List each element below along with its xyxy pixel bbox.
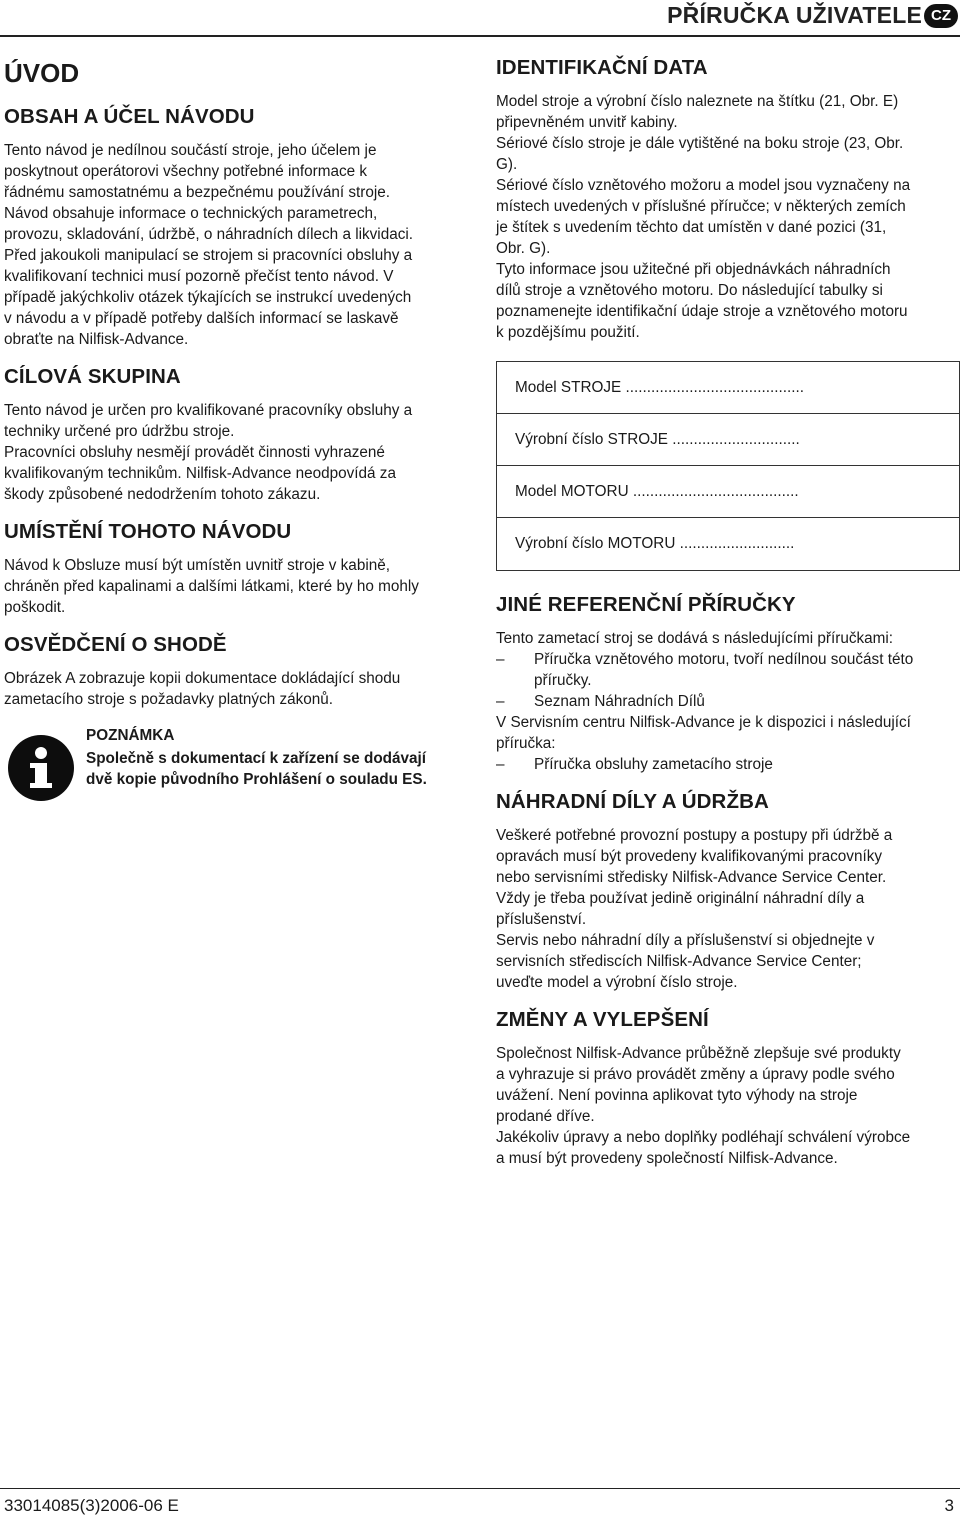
text-line: uveďte model a výrobní číslo stroje. xyxy=(496,974,738,991)
text-line: Obrázek A zobrazuje kopii dokumentace dokládající shodu xyxy=(4,670,401,687)
section-text xyxy=(496,1043,956,1169)
text-line: poskytnout operátorovi všechny potřebné informace k xyxy=(4,163,368,180)
text-line: Model stroje a výrobní číslo naleznete na štítku (21, Obr. E) xyxy=(496,93,899,110)
header-divider xyxy=(0,35,960,37)
text-line: škody způsobené nedodržením tohoto zákazu. xyxy=(4,486,321,503)
text-line: případě jakýchkoliv otázek týkajících se instrukcí uvedených xyxy=(4,289,412,306)
text-line: Servis nebo náhradní díly a příslušenství si objednejte v xyxy=(496,932,875,949)
text-line: a musí být provedeny společností Nilfisk-Advance. xyxy=(496,1150,838,1167)
dash-bullet: – xyxy=(496,756,505,773)
document-number: 33014085(3)2006-06 E xyxy=(4,1496,179,1515)
dash-bullet: – xyxy=(496,693,505,710)
section-spares xyxy=(496,790,956,993)
section-heading: OSVĚDČENÍ O SHODĚ xyxy=(4,633,227,656)
section-text xyxy=(496,712,956,754)
table-row: Výrobní číslo STROJE .............................. xyxy=(497,414,959,466)
text-line: Návod k Obsluze musí být umístěn uvnitř stroje v kabině, xyxy=(4,557,390,574)
table-row: Model STROJE .......................................... xyxy=(497,362,959,414)
section-target-group xyxy=(4,365,466,505)
manual-title: PŘÍRUČKA UŽIVATELE xyxy=(667,2,922,28)
left-column xyxy=(4,52,466,801)
text-line: techniky určené pro údržbu stroje. xyxy=(4,423,235,440)
dash-bullet: – xyxy=(496,651,505,668)
text-line: příručky. xyxy=(534,672,592,689)
text-line: k pozdějšímu použití. xyxy=(496,324,640,341)
list-item xyxy=(496,754,956,775)
section-other-manuals xyxy=(496,593,956,775)
text-line: opravách musí být provedeny kvalifikovanými pracovníky xyxy=(496,848,882,865)
text-line: Příručka vznětového motoru, tvoří nedílnou součást této xyxy=(534,651,914,668)
section-purpose xyxy=(4,105,466,350)
info-icon xyxy=(8,735,74,801)
list-item-text xyxy=(534,649,913,691)
list-item xyxy=(496,691,956,712)
text-line: Jakékoliv úpravy a nebo doplňky podléhají schválení výrobce xyxy=(496,1129,911,1146)
right-column xyxy=(496,52,956,1184)
text-line: je štítek s uvedením těchto dat umístěn v dané pozici (31, xyxy=(496,219,887,236)
text-line: provozu, skladování, údržbě, o náhradních dílech a likvidaci. xyxy=(4,226,414,243)
identification-table xyxy=(496,361,960,571)
text-line: servisních střediscích Nilfisk-Advance Service Center; xyxy=(496,953,862,970)
text-line: nebo servisními středisky Nilfisk-Advance Service Center. xyxy=(496,869,887,886)
text-line: poznamenejte identifikační údaje stroje a vznětového motoru xyxy=(496,303,908,320)
section-heading: UMÍSTĚNÍ TOHOTO NÁVODU xyxy=(4,520,292,543)
section-heading: JINÉ REFERENČNÍ PŘÍRUČKY xyxy=(496,593,796,616)
text-line: příslušenství. xyxy=(496,911,587,928)
section-conformity xyxy=(4,633,466,710)
section-text xyxy=(4,140,466,350)
text-line: Tento návod je nedílnou součástí stroje, jeho účelem je xyxy=(4,142,377,159)
text-line: chráněn před kapalinami a dalšími látkami, které by ho mohly xyxy=(4,578,419,595)
text-line: v návodu a v případě potřeby dalších informací se laskavě xyxy=(4,310,399,327)
note-content xyxy=(86,725,427,801)
text-line: Pracovníci obsluhy nesmějí provádět činnosti vyhrazené xyxy=(4,444,385,461)
chapter-title: ÚVOD xyxy=(4,58,80,88)
text-line: místech uvedených v příslušné příručce; v některých zemích xyxy=(496,198,906,215)
table-row: Výrobní číslo MOTORU ........................... xyxy=(515,535,795,552)
section-changes xyxy=(496,1008,956,1169)
section-heading: CÍLOVÁ SKUPINA xyxy=(4,365,181,388)
text-line: Sériové číslo stroje je dále vytištěné na boku stroje (23, Obr. xyxy=(496,135,904,152)
text-line: kvalifikovaní technici musí pozorně přečíst tento návod. V xyxy=(4,268,394,285)
section-heading: ZMĚNY A VYLEPŠENÍ xyxy=(496,1008,709,1031)
page-number: 3 xyxy=(944,1496,954,1515)
text-line: G). xyxy=(496,156,518,173)
section-intro: Tento zametací stroj se dodává s následujícími příručkami: xyxy=(496,630,894,647)
list-item-text: Příručka obsluhy zametacího stroje xyxy=(534,756,773,773)
section-text xyxy=(4,400,466,505)
list-item xyxy=(496,649,956,691)
text-line: Před jakoukoli manipulací se strojem si pracovníci obsluhy a xyxy=(4,247,413,264)
text-line: Tyto informace jsou užitečné při objednávkách náhradních xyxy=(496,261,891,278)
section-placement xyxy=(4,520,466,618)
text-line: zametacího stroje s požadavky platných zákonů. xyxy=(4,691,334,708)
text-line: kvalifikovaným technikům. Nilfisk-Advance neodpovídá za xyxy=(4,465,396,482)
section-text xyxy=(4,668,466,710)
text-line: připevněném unvitř kabiny. xyxy=(496,114,678,131)
text-line: Společně s dokumentací k zařízení se dodávají xyxy=(86,750,427,767)
table-row: Model MOTORU ....................................... xyxy=(497,466,959,518)
text-line: uvážení. Není povinna aplikovat tyto výhody na stroje xyxy=(496,1087,858,1104)
section-text xyxy=(496,825,956,993)
text-line: obraťte na Nilfisk-Advance. xyxy=(4,331,189,348)
section-heading: OBSAH A ÚČEL NÁVODU xyxy=(4,105,255,128)
text-line: Obr. G). xyxy=(496,240,551,257)
text-line: poškodit. xyxy=(4,599,66,616)
text-line: Návod obsahuje informace o technických parametrech, xyxy=(4,205,378,222)
text-line: prodané dříve. xyxy=(496,1108,595,1125)
text-line: Sériové číslo vznětového možoru a model jsou vyznačeny na xyxy=(496,177,911,194)
language-badge: CZ xyxy=(924,4,958,28)
text-line: řádnému samostatnému a bezpečnému používání stroje. xyxy=(4,184,391,201)
section-text xyxy=(4,555,466,618)
list-item-text: Seznam Náhradních Dílů xyxy=(534,693,705,710)
text-line: Společnost Nilfisk-Advance průběžně zlepšuje své produkty xyxy=(496,1045,901,1062)
text-line: Veškeré potřebné provozní postupy a postupy při údržbě a xyxy=(496,827,893,844)
note-text xyxy=(86,748,427,790)
note-title: POZNÁMKA xyxy=(86,727,175,744)
section-heading: IDENTIFIKAČNÍ DATA xyxy=(496,56,708,79)
text-line: příručka: xyxy=(496,735,556,752)
section-heading: NÁHRADNÍ DÍLY A ÚDRŽBA xyxy=(496,790,769,813)
footer-divider xyxy=(0,1488,960,1489)
text-line: Tento návod je určen pro kvalifikované pracovníky obsluhy a xyxy=(4,402,413,419)
section-identification xyxy=(496,56,956,571)
note-box xyxy=(4,725,466,801)
text-line: Vždy je třeba používat jedině originální náhradní díly a xyxy=(496,890,865,907)
text-line: a vyhrazuje si právo provádět změny a úpravy podle svého xyxy=(496,1066,895,1083)
section-text xyxy=(496,91,956,343)
text-line: V Servisním centru Nilfisk-Advance je k dispozici i následující xyxy=(496,714,911,731)
text-line: dvě kopie původního Prohlášení o souladu ES. xyxy=(86,771,427,788)
text-line: dílů stroje a vznětového motoru. Do následující tabulky si xyxy=(496,282,883,299)
